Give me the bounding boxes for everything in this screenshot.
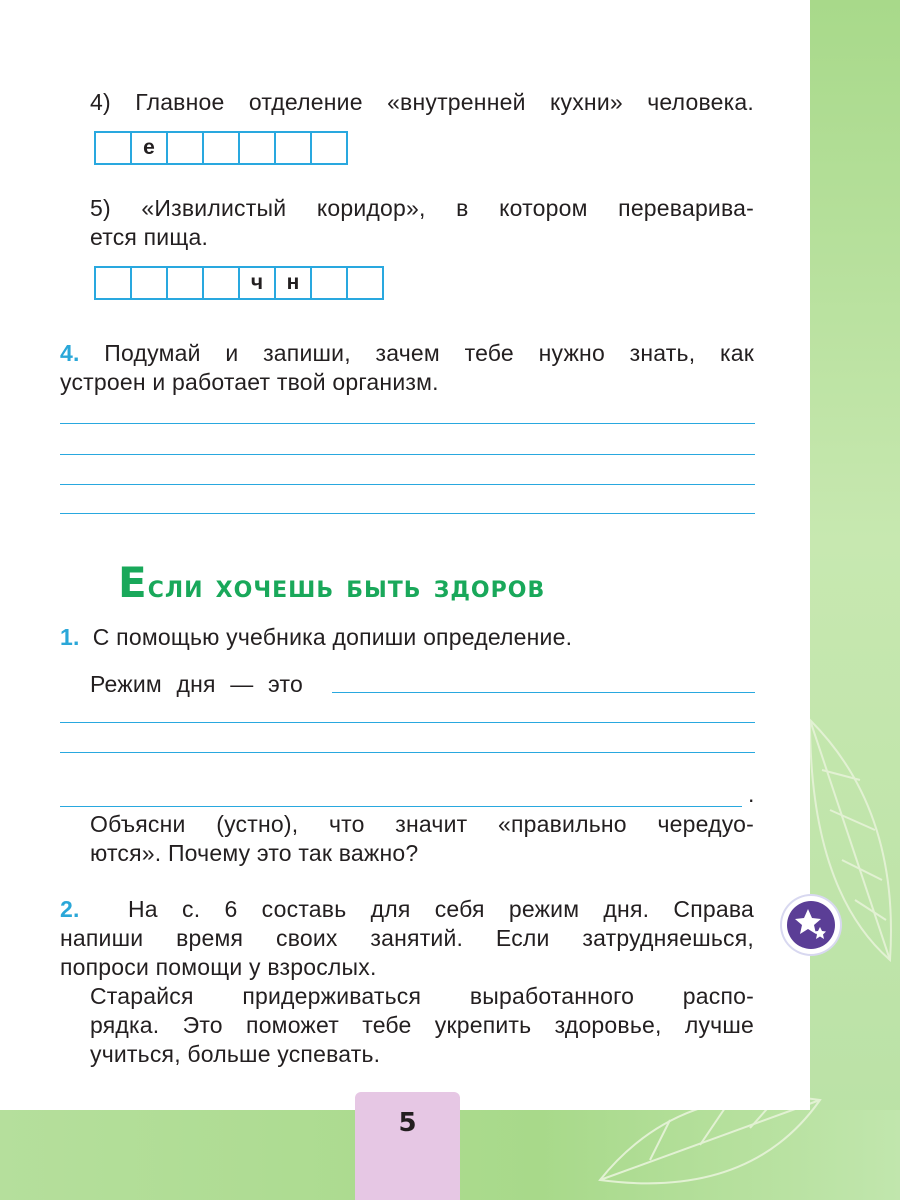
page-number: 5: [398, 1108, 417, 1138]
page-number-tab: [355, 1092, 460, 1200]
definition-answer-line[interactable]: [60, 806, 742, 807]
letter-cell[interactable]: [132, 268, 168, 298]
answer-line[interactable]: [60, 513, 755, 514]
item5-crossword-cells: [94, 266, 384, 300]
task4-line1: [60, 339, 754, 368]
letter-cell[interactable]: [168, 133, 204, 163]
task2-line1: [60, 895, 754, 924]
letter-cell[interactable]: [276, 133, 312, 163]
item4-text: 4) Главное отделение «внутренней кухни» человека.: [90, 89, 754, 115]
explain-line1: Объясни (устно), что значит «правильно чередуо-: [90, 811, 754, 837]
task4-text: Подумай и запиши, зачем тебе нужно знать, как: [104, 340, 754, 366]
explain-line2: ются». Почему это так важно?: [90, 840, 419, 866]
definition-answer-line[interactable]: [332, 692, 755, 693]
answer-line[interactable]: [60, 484, 755, 485]
letter-cell[interactable]: [240, 133, 276, 163]
task2-line3: попроси помощи у взрослых.: [60, 954, 377, 980]
heading-rest: сли хочешь быть здоров: [147, 567, 546, 605]
letter-cell[interactable]: [96, 268, 132, 298]
task1-line: [60, 623, 572, 652]
definition-answer-line[interactable]: [60, 752, 755, 753]
letter-cell[interactable]: н: [276, 268, 312, 298]
difficulty-badge: [782, 896, 840, 954]
section-heading: [118, 558, 718, 607]
letter-cell[interactable]: [204, 268, 240, 298]
letter-cell[interactable]: [204, 133, 240, 163]
letter-cell[interactable]: е: [132, 133, 168, 163]
task1-text: С помощью учебника допиши определение.: [92, 624, 573, 650]
item4-crossword-cells: [94, 131, 348, 165]
task1-number: 1.: [60, 624, 80, 650]
two-stars-icon: [787, 901, 835, 949]
letter-cell[interactable]: [312, 268, 348, 298]
definition-period: .: [748, 781, 755, 807]
heading-initial: Е: [118, 558, 148, 607]
letter-cell[interactable]: [96, 133, 132, 163]
definition-answer-line[interactable]: [60, 722, 755, 723]
item5-text-line1: 5) «Извилистый коридор», в котором переварива-: [90, 195, 754, 221]
task2-line6: учиться, больше успевать.: [90, 1041, 381, 1067]
task2-number: 2.: [60, 896, 80, 922]
definition-prompt: Режим дня — это: [90, 671, 303, 697]
item5-text-line2: ется пища.: [90, 224, 209, 250]
answer-line[interactable]: [60, 454, 755, 455]
task4-number: 4.: [60, 340, 80, 366]
answer-line[interactable]: [60, 423, 755, 424]
task2-text: На с. 6 составь для себя режим дня. Справа: [128, 896, 754, 922]
task4-line2: устроен и работает твой организм.: [60, 369, 439, 395]
letter-cell[interactable]: ч: [240, 268, 276, 298]
task2-line5: рядка. Это поможет тебе укрепить здоровье, лучше: [90, 1012, 754, 1038]
task2-line2: напиши время своих занятий. Если затрудняешься,: [60, 925, 754, 951]
letter-cell[interactable]: [348, 268, 384, 298]
letter-cell[interactable]: [168, 268, 204, 298]
badge-background: [787, 901, 835, 949]
task2-line4: Старайся придерживаться выработанного распо-: [90, 983, 754, 1009]
letter-cell[interactable]: [312, 133, 348, 163]
